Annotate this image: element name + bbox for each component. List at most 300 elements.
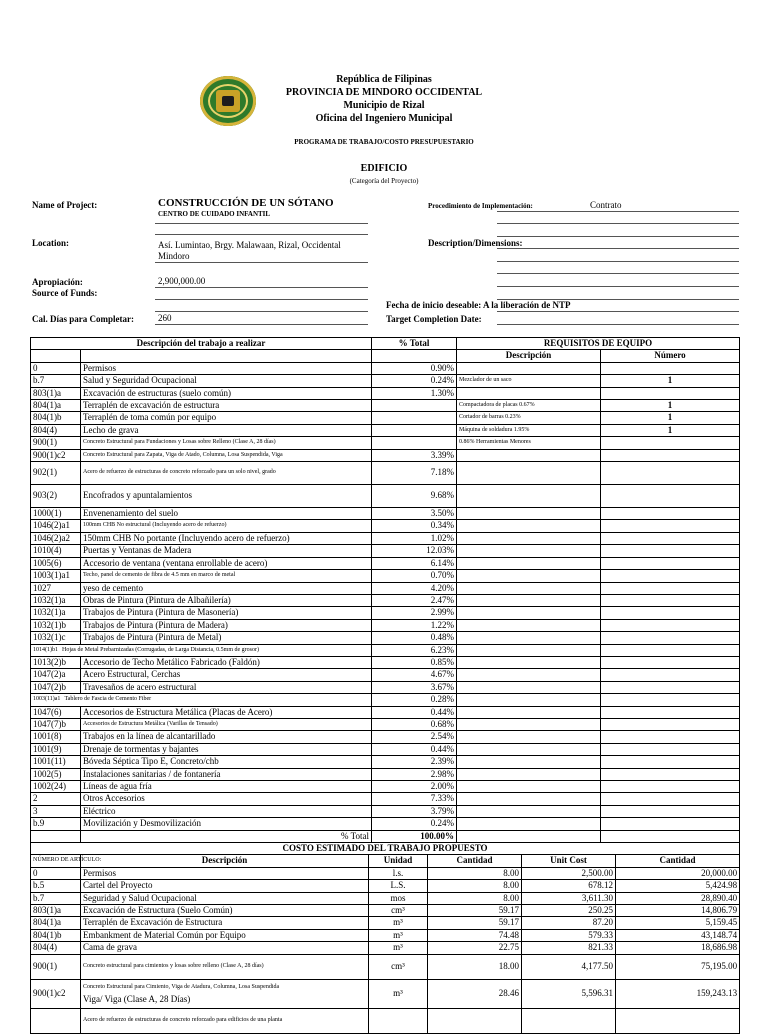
work-desc: Acero Estructural, Cerchas [81, 669, 372, 681]
work-code: 1046(2)a1 [31, 520, 81, 532]
project-name-value: CONSTRUCCIÓN DE UN SÓTANO [158, 197, 334, 209]
work-code: 1032(1)c [31, 632, 81, 644]
equipment-desc [457, 818, 601, 830]
target-completion-label: Target Completion Date: [386, 314, 482, 324]
work-desc-header: Descripción del trabajo a realizar [31, 338, 372, 350]
cost-unit: cm³ [369, 905, 428, 917]
cost-amount: 18,686.98 [616, 942, 740, 954]
equipment-num [601, 718, 740, 730]
work-code: 1047(7)b [31, 718, 81, 730]
work-desc: Encofrados y apuntalamientos [81, 485, 372, 508]
cost-amount [616, 1008, 740, 1033]
work-table-row [31, 694, 740, 706]
appropriation-value: 2,900,000.00 [158, 276, 206, 286]
equipment-desc [457, 731, 601, 743]
cost-desc [81, 917, 369, 929]
work-code: 1001(8) [31, 731, 81, 743]
work-desc: Trabajos de Pintura (Pintura de Metal) [81, 632, 372, 644]
equipment-num [601, 644, 740, 656]
cost-qty: 59.17 [428, 905, 522, 917]
cost-amount: 75,195.00 [616, 954, 740, 979]
work-table-row [31, 532, 740, 544]
equipment-desc: Máquina de soldadura 1.95% [457, 424, 601, 436]
header-municipality: Municipio de Rizal [343, 100, 425, 111]
work-code: b.7 [31, 375, 81, 387]
work-pct: 2.54% [372, 731, 457, 743]
equipment-desc [457, 387, 601, 399]
equipment-desc: Compactadora de placas 0.67% [457, 400, 601, 412]
cost-unit-cost: 5,596.31 [522, 979, 616, 1008]
work-code: 1047(6) [31, 706, 81, 718]
work-desc: yeso de cemento [81, 582, 372, 594]
cost-table-row [31, 917, 740, 929]
work-pct: 0.85% [372, 656, 457, 668]
equipment-num [601, 437, 740, 449]
cost-code: 804(1)a [31, 917, 81, 929]
work-code: 1047(2)a [31, 669, 81, 681]
equipment-num [601, 669, 740, 681]
work-pct [372, 437, 457, 449]
equipment-num [601, 768, 740, 780]
cost-unit-cost: 678.12 [522, 880, 616, 892]
header-office: Oficina del Ingeniero Municipal [315, 113, 453, 124]
work-code: 903(2) [31, 485, 81, 508]
work-table-row [31, 362, 740, 374]
cost-col-qty: Cantidad [428, 855, 522, 867]
work-table-row [31, 607, 740, 619]
work-desc: Tablero de Fascia de Cemento Fiber [64, 696, 152, 703]
cost-desc [81, 954, 369, 979]
work-desc: Travesaños de acero estructural [81, 681, 372, 693]
cost-unit-cost: 579.33 [522, 929, 616, 941]
start-date-label: Fecha de inicio deseable: A la liberación de NTP [386, 300, 571, 310]
work-pct: 4.20% [372, 582, 457, 594]
work-table-row [31, 632, 740, 644]
equipment-num: 1 [601, 424, 740, 436]
cost-code: 0 [31, 867, 81, 879]
equip-desc-subheader: Descripción [457, 350, 601, 362]
cost-code: 804(1)b [31, 929, 81, 941]
cost-unit: l.s. [369, 867, 428, 879]
cost-table-row [31, 929, 740, 941]
cost-qty: 8.00 [428, 892, 522, 904]
cost-qty: 22.75 [428, 942, 522, 954]
equipment-num [601, 545, 740, 557]
equipment-header: REQUISITOS DE EQUIPO [457, 338, 740, 350]
work-pct: 1.22% [372, 619, 457, 631]
equipment-desc [457, 545, 601, 557]
work-program-table [30, 337, 740, 843]
cost-unit-cost: 87.20 [522, 917, 616, 929]
cost-unit-cost: 821.33 [522, 942, 616, 954]
cost-desc-text: Excavación de Estructura (Suelo Común) [83, 905, 233, 916]
work-table-row [31, 557, 740, 569]
work-pct: 0.44% [372, 706, 457, 718]
work-pct [372, 424, 457, 436]
work-code: 1013(2)b [31, 656, 81, 668]
cost-code: 900(1)c2 [31, 979, 81, 1008]
work-desc: Salud y Seguridad Ocupacional [81, 375, 372, 387]
equipment-num [601, 387, 740, 399]
cost-desc [81, 1008, 369, 1033]
work-pct-cell [372, 350, 457, 362]
work-code: 804(4) [31, 424, 81, 436]
work-pct: 3.67% [372, 681, 457, 693]
work-table-row [31, 731, 740, 743]
work-code-desc-merged [31, 644, 372, 656]
equipment-desc [457, 793, 601, 805]
equipment-desc [457, 607, 601, 619]
description-dimensions-label: Description/Dimensions: [428, 238, 523, 248]
work-desc: Puertas y Ventanas de Madera [81, 545, 372, 557]
equipment-desc [457, 449, 601, 461]
cost-qty: 74.48 [428, 929, 522, 941]
cost-table-row [31, 1008, 740, 1033]
cost-amount: 28,890.40 [616, 892, 740, 904]
work-desc: Lecho de grava [81, 424, 372, 436]
header-country: República de Filipinas [336, 74, 432, 85]
work-pct: 0.24% [372, 375, 457, 387]
work-table-row [31, 756, 740, 768]
work-pct: 12.03% [372, 545, 457, 557]
work-desc: Eléctrico [81, 805, 372, 817]
work-pct: 7.18% [372, 462, 457, 485]
work-code: 900(1) [31, 437, 81, 449]
work-pct: 0.68% [372, 718, 457, 730]
equipment-num [601, 818, 740, 830]
equipment-desc: Mezclador de un saco [457, 375, 601, 387]
work-code: 0 [31, 362, 81, 374]
cost-desc-text: Cartel del Proyecto [83, 880, 153, 891]
cost-unit: m³ [369, 942, 428, 954]
work-desc: Terraplén de toma común por equipo [81, 412, 372, 424]
work-desc: Techo, panel de cemento de fibra de 4.5 mm en marco de metal [81, 570, 372, 582]
equipment-desc [457, 743, 601, 755]
cost-code: b.5 [31, 880, 81, 892]
work-code: 1003(11)a1 [33, 696, 61, 703]
equipment-desc [457, 532, 601, 544]
work-pct: 9.68% [372, 485, 457, 508]
cost-table-row [31, 880, 740, 892]
work-desc: Instalaciones sanitarias / de fontanería [81, 768, 372, 780]
project-name-label: Name of Project: [32, 200, 98, 210]
work-pct: 0.24% [372, 818, 457, 830]
equipment-num [601, 619, 740, 631]
work-desc: Obras de Pintura (Pintura de Albañilería) [81, 594, 372, 606]
cost-unit: m³ [369, 929, 428, 941]
project-category: EDIFICIO [360, 163, 408, 174]
equipment-num [601, 781, 740, 793]
work-desc: Acero de refuerzo de estructuras de concreto reforzado para un solo nivel, grado [81, 462, 372, 485]
equipment-desc [457, 485, 601, 508]
category-note: (Categoría del Proyecto) [349, 177, 419, 185]
program-title: PROGRAMA DE TRABAJO/COSTO PRESUPUESTARIO [294, 138, 474, 146]
cost-code: b.7 [31, 892, 81, 904]
work-table-row [31, 462, 740, 485]
location-label: Location: [32, 238, 69, 248]
cost-amount: 20,000.00 [616, 867, 740, 879]
work-code: 900(1)c2 [31, 449, 81, 461]
equipment-num [601, 508, 740, 520]
cost-code: 900(1) [31, 954, 81, 979]
work-desc-cell [81, 350, 372, 362]
source-of-funds-label: Source of Funds: [32, 288, 98, 298]
work-pct: 6.23% [372, 644, 457, 656]
work-code: 1047(2)b [31, 681, 81, 693]
total-blank-eq [457, 830, 601, 842]
work-code: 1001(9) [31, 743, 81, 755]
equipment-desc [457, 362, 601, 374]
equipment-num [601, 449, 740, 461]
cost-table-row [31, 892, 740, 904]
equipment-num [601, 756, 740, 768]
work-code: 1001(11) [31, 756, 81, 768]
work-pct: 0.48% [372, 632, 457, 644]
cost-desc-text: Concreto Estructural para Cimiento, Viga de Atadura, Columna, Losa Suspendida [83, 984, 280, 991]
equipment-num [601, 570, 740, 582]
total-blank [31, 830, 81, 842]
work-desc: Concreto Estructural para Fundaciones y Losas sobre Relleno (Clase A, 28 días) [81, 437, 372, 449]
work-desc: Hojas de Metal Prebarnizadas (Corrugadas, de Larga Distancia, 0.5mm de grosor) [62, 646, 259, 653]
cost-unit: m³ [369, 917, 428, 929]
cost-qty: 8.00 [428, 867, 522, 879]
work-table-row [31, 400, 740, 412]
work-code: 1032(1)a [31, 607, 81, 619]
calendar-days-label: Cal. Días para Completar: [32, 314, 134, 324]
work-desc: 100mm CHB No estructural (Incluyendo acero de refuerzo) [81, 520, 372, 532]
cost-desc-text: Cama de grava [83, 942, 137, 953]
work-table-row [31, 582, 740, 594]
work-pct: 7.33% [372, 793, 457, 805]
work-table-row [31, 387, 740, 399]
work-table-row [31, 508, 740, 520]
cost-amount: 14,806.79 [616, 905, 740, 917]
work-desc: Terraplén de excavación de estructura [81, 400, 372, 412]
equipment-desc [457, 756, 601, 768]
work-code: 1010(4) [31, 545, 81, 557]
equipment-desc [457, 694, 601, 706]
work-table-row [31, 412, 740, 424]
appropriation-label: Apropiación: [32, 277, 83, 287]
cost-amount: 5,424.98 [616, 880, 740, 892]
cost-unit: cm³ [369, 954, 428, 979]
cost-qty: 28.46 [428, 979, 522, 1008]
equipment-desc: 0.86% Herramientas Menores [457, 437, 601, 449]
equipment-num [601, 681, 740, 693]
cost-unit-cost: 250.25 [522, 905, 616, 917]
cost-desc [81, 880, 369, 892]
cost-desc-text: Acero de refuerzo de estructuras de concreto reforzado para edificios de una planta [83, 1016, 283, 1023]
work-desc: Líneas de agua fría [81, 781, 372, 793]
work-table-row [31, 805, 740, 817]
location-value-line2: Mindoro [158, 251, 190, 261]
cost-desc-text: Concreto estructural para cimientos y losas sobre relleno (Clase A, 28 días) [83, 962, 264, 969]
work-pct [372, 400, 457, 412]
work-code: b.9 [31, 818, 81, 830]
total-label: % Total [81, 830, 372, 842]
calendar-days-value: 260 [158, 313, 172, 323]
cost-col-desc: Descripción [81, 855, 369, 867]
equipment-num [601, 731, 740, 743]
equipment-desc [457, 706, 601, 718]
project-name-sub: CENTRO DE CUIDADO INFANTIL [158, 210, 271, 218]
work-pct: 1.02% [372, 532, 457, 544]
work-code: 3 [31, 805, 81, 817]
equipment-num [601, 520, 740, 532]
cost-table-row [31, 954, 740, 979]
equipment-num [601, 706, 740, 718]
cost-desc-text-2: Viga/ Viga (Clase A, 28 Días) [83, 993, 191, 1004]
work-code: 1046(2)a2 [31, 532, 81, 544]
work-table-row [31, 424, 740, 436]
total-blank-num [601, 830, 740, 842]
work-desc: Trabajos de Pintura (Pintura de Madera) [81, 619, 372, 631]
cost-desc-text: Terraplén de Excavación de Estructura [83, 917, 223, 928]
cost-col-unit-cost: Unit Cost [522, 855, 616, 867]
work-desc: Accesorios de Estructura Metálica (Placas de Acero) [81, 706, 372, 718]
work-desc: 150mm CHB No portante (Incluyendo acero de refuerzo) [81, 532, 372, 544]
work-pct: 2.99% [372, 607, 457, 619]
work-pct: 2.47% [372, 594, 457, 606]
work-table-row [31, 781, 740, 793]
cost-unit-cost [522, 1008, 616, 1033]
cost-unit-cost: 4,177.50 [522, 954, 616, 979]
work-desc: Excavación de estructuras (suelo común) [81, 387, 372, 399]
work-desc: Permisos [81, 362, 372, 374]
work-pct: 3.50% [372, 508, 457, 520]
equipment-desc [457, 681, 601, 693]
cost-qty: 8.00 [428, 880, 522, 892]
cost-unit-cost: 2,500.00 [522, 867, 616, 879]
equipment-num [601, 607, 740, 619]
equipment-num [601, 462, 740, 485]
work-code: 1032(1)b [31, 619, 81, 631]
work-table-row [31, 545, 740, 557]
procedure-value: Contrato [590, 200, 622, 210]
work-table-row [31, 681, 740, 693]
work-desc: Trabajos de Pintura (Pintura de Masonería) [81, 607, 372, 619]
equipment-num [601, 582, 740, 594]
work-code-desc-merged [31, 694, 372, 706]
equipment-desc [457, 656, 601, 668]
cost-col-amount: Cantidad [616, 855, 740, 867]
work-pct: 0.70% [372, 570, 457, 582]
work-code: 1002(5) [31, 768, 81, 780]
work-code: 804(1)b [31, 412, 81, 424]
cost-unit: m³ [369, 979, 428, 1008]
work-table-row [31, 570, 740, 582]
work-code: 1027 [31, 582, 81, 594]
equipment-num [601, 694, 740, 706]
equipment-num [601, 656, 740, 668]
work-table-row [31, 644, 740, 656]
work-code: 1032(1)a [31, 594, 81, 606]
work-pct: 3.79% [372, 805, 457, 817]
equipment-num [601, 805, 740, 817]
work-table-row [31, 594, 740, 606]
work-desc: Bóveda Séptica Tipo E, Concreto/chb [81, 756, 372, 768]
equipment-desc: Cortador de barras 0.23% [457, 412, 601, 424]
cost-unit: L.S. [369, 880, 428, 892]
work-desc: Envenenamiento del suelo [81, 508, 372, 520]
cost-qty [428, 1008, 522, 1033]
total-value: 100.00% [372, 830, 457, 842]
cost-desc-text: Permisos [83, 867, 117, 878]
work-pct: 2.39% [372, 756, 457, 768]
cost-code [31, 1008, 81, 1033]
equipment-desc [457, 619, 601, 631]
equipment-num [601, 362, 740, 374]
header-province: PROVINCIA DE MINDORO OCCIDENTAL [285, 87, 483, 98]
equipment-num [601, 743, 740, 755]
cost-unit: mos [369, 892, 428, 904]
work-code: 803(1)a [31, 387, 81, 399]
work-table-row [31, 619, 740, 631]
equipment-desc [457, 669, 601, 681]
cost-col-unit: Unidad [369, 855, 428, 867]
equipment-desc [457, 768, 601, 780]
work-table-row [31, 818, 740, 830]
work-table-row [31, 743, 740, 755]
work-pct: 2.98% [372, 768, 457, 780]
equip-num-subheader: Número [601, 350, 740, 362]
cost-desc [81, 942, 369, 954]
equipment-num: 1 [601, 375, 740, 387]
work-code-cell [31, 350, 81, 362]
equipment-desc [457, 570, 601, 582]
equipment-desc [457, 644, 601, 656]
work-pct: 0.28% [372, 694, 457, 706]
equipment-desc [457, 718, 601, 730]
cost-unit [369, 1008, 428, 1033]
equipment-num [601, 594, 740, 606]
cost-table-row [31, 979, 740, 1008]
work-table-row [31, 793, 740, 805]
cost-code: 804(4) [31, 942, 81, 954]
equipment-desc [457, 520, 601, 532]
work-pct: 1.30% [372, 387, 457, 399]
work-code: 1003(1)a1 [31, 570, 81, 582]
cost-table-row [31, 905, 740, 917]
work-code: 2 [31, 793, 81, 805]
work-table-row [31, 656, 740, 668]
work-desc: Accesorio de Techo Metálico Fabricado (Faldón) [81, 656, 372, 668]
equipment-num [601, 557, 740, 569]
cost-desc [81, 905, 369, 917]
work-table-row [31, 669, 740, 681]
work-desc: Accesorios de Estructura Metálica (Varillas de Tensado) [81, 718, 372, 730]
equipment-num: 1 [601, 400, 740, 412]
cost-code: 803(1)a [31, 905, 81, 917]
work-code: 1014(1)b1 [33, 646, 58, 653]
work-pct [372, 412, 457, 424]
work-table-row [31, 768, 740, 780]
work-desc: Concreto Estructural para Zapata, Viga de Atado, Columna, Losa Suspendida, Viga [81, 449, 372, 461]
equipment-desc [457, 462, 601, 485]
cost-col-item: NÚMERO DE ARTÍCULO: [31, 855, 81, 867]
work-table-row [31, 718, 740, 730]
cost-amount: 5,159.45 [616, 917, 740, 929]
work-pct: 6.14% [372, 557, 457, 569]
cost-table-row [31, 867, 740, 879]
work-desc: Movilización y Desmovilización [81, 818, 372, 830]
work-desc: Trabajos en la línea de alcantarillado [81, 731, 372, 743]
cost-estimate-table [30, 842, 740, 1034]
cost-desc [81, 867, 369, 879]
equipment-desc [457, 594, 601, 606]
work-table-row [31, 437, 740, 449]
cost-desc-text: Seguridad y Salud Ocupacional [83, 892, 197, 903]
